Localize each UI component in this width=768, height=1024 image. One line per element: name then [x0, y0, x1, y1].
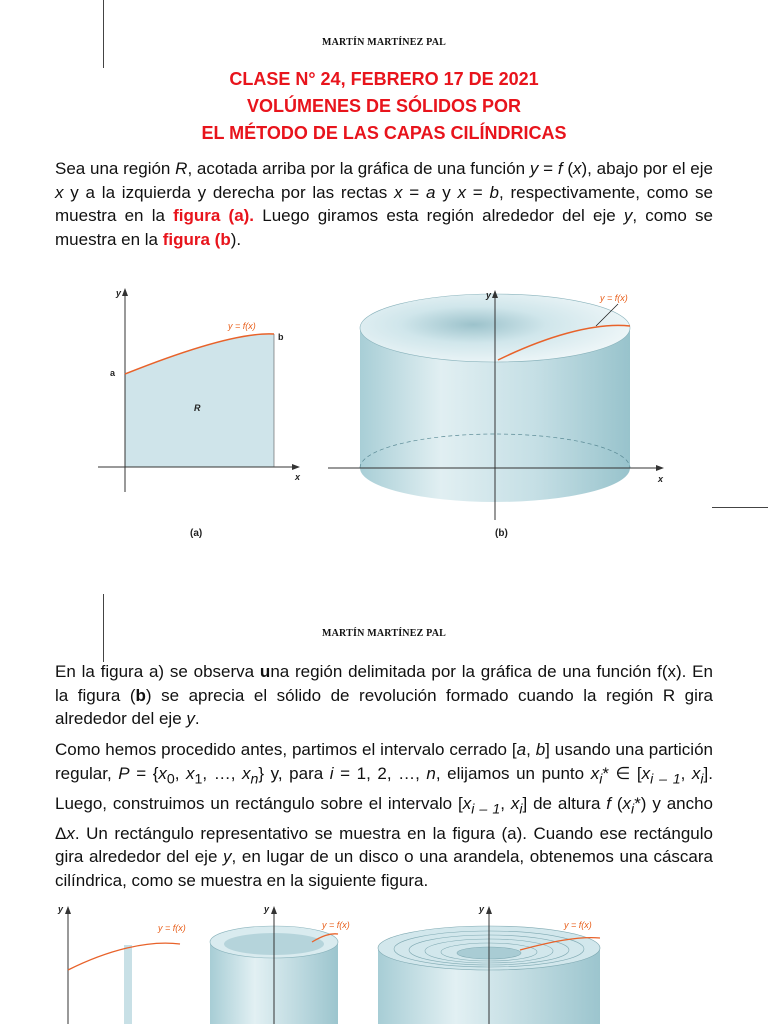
figure-b-y-axis-label: y [486, 290, 492, 300]
figure-b-reference: figura (b [162, 229, 231, 249]
figure-2-panel-3-function-label: y = f(x) [564, 920, 592, 930]
figure-a-function-label: y = f(x) [228, 321, 256, 331]
figure-b-function-label: y = f(x) [600, 293, 628, 303]
figure-2-representative-rectangle [48, 898, 198, 1024]
figure-2-panel-3-y-label: y [479, 904, 485, 914]
paragraph-figure-description: En la figura a) se observa una región delimitada por la gráfica de una función f(x). En la figura (b) se aprecia el sólido de revolución formado cuando la región R gira alrededor del eje y. [55, 662, 713, 729]
figure-b-solid-of-revolution [328, 280, 678, 545]
paragraph-intro: Sea una región R, acotada arriba por la gráfica de una función y = f (x), abajo por el eje x y a la izquierda y derecha por las rectas x = a y x = b, respectivamente, como se muestra en la figura (a). Luego giramos esta región alrededor del eje y, como se muestra en la figura (b). [55, 159, 714, 249]
figure-b-caption: (b) [495, 528, 508, 539]
figure-a-point-b: b [278, 332, 284, 342]
figure-a-caption: (a) [190, 528, 203, 539]
page-2-header-author: MARTÍN MARTÍNEZ PAL [321, 628, 447, 639]
figure-2-cylindrical-shell [200, 898, 360, 1024]
page-header-author: MARTÍN MARTÍNEZ PAL [321, 37, 447, 48]
figure-2-nested-shells [370, 898, 620, 1024]
paragraph-partition-method: Como hemos procedido antes, partimos el intervalo cerrado [a, b] usando una partición regular, $P = \{x_0$, $x_1$, …, $x_n$} y, para i = 1, 2, …, n, elijamos un punto $x_i*$ ∈ [$x_{i - 1}$, $x_i$]. Luego, construimos un rectángulo sobre el intervalo [$x_{i - 1}$, $x_i$] de altura f $(x_i*)$ y ancho Δx. Un rectángulo representativo se muestra en la figura (a). Cuando ese rectángulo gira alrededor del eje y, en lugar de un disco o una arandela, obtenemos una cáscara cilíndrica, como se muestra en la siguiente figura. [55, 740, 714, 890]
page-corner-mark-top [103, 0, 104, 68]
figure-a-reference: figura (a). [173, 206, 255, 226]
figure-a-y-axis-label: y [116, 288, 122, 298]
figure-a-x-axis-label: x [295, 472, 301, 482]
figure-b-x-axis-label: x [658, 474, 664, 484]
figure-2-panel-1-y-label: y [58, 904, 64, 914]
page-edge-mark [712, 507, 768, 508]
document-title-line-2: VOLÚMENES DE SÓLIDOS POR [246, 96, 522, 116]
figure-2-panel-2-function-label: y = f(x) [322, 920, 350, 930]
document-title-line-1: CLASE N° 24, FEBRERO 17 DE 2021 [229, 69, 539, 89]
figure-2-panel-2-y-label: y [264, 904, 270, 914]
figure-a-region-plot [90, 280, 315, 545]
figure-a-point-a: a [110, 368, 116, 378]
figure-2-panel-1-function-label: y = f(x) [158, 923, 186, 933]
document-title-line-3: EL MÉTODO DE LAS CAPAS CILÍNDRICAS [201, 123, 567, 143]
figure-a-region-label: R [194, 403, 201, 413]
